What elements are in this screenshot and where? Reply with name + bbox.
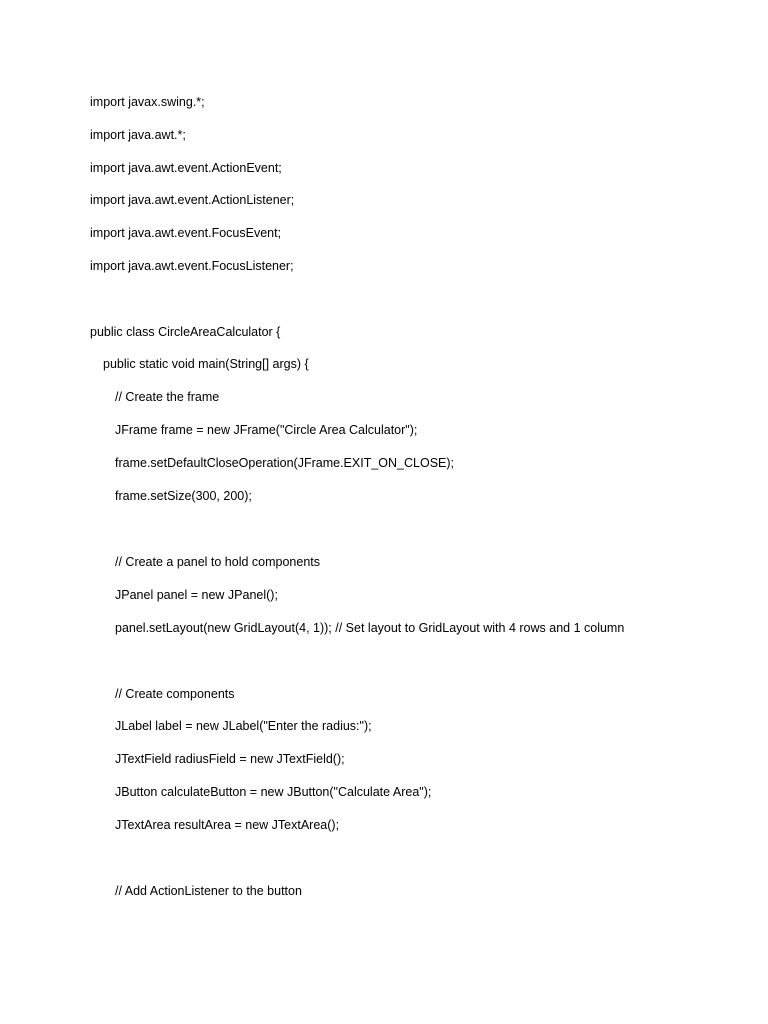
code-line: frame.setSize(300, 200);	[115, 489, 252, 503]
code-line: JTextArea resultArea = new JTextArea();	[115, 818, 340, 832]
code-line: import java.awt.event.FocusEvent;	[90, 226, 282, 240]
code-line: import java.awt.event.ActionEvent;	[90, 161, 282, 175]
code-comment: // Add ActionListener to the button	[115, 884, 302, 898]
code-line: JTextField radiusField = new JTextField();	[115, 752, 345, 766]
code-line: JFrame frame = new JFrame("Circle Area Calculator");	[115, 423, 418, 437]
code-line: import java.awt.*;	[90, 128, 186, 142]
code-line: import javax.swing.*;	[90, 95, 205, 109]
code-line: import java.awt.event.FocusListener;	[90, 259, 294, 273]
code-comment: // Create components	[115, 687, 235, 701]
code-line: JLabel label = new JLabel("Enter the radius:");	[115, 719, 372, 733]
code-comment: // Create a panel to hold components	[115, 555, 320, 569]
code-line: panel.setLayout(new GridLayout(4, 1)); // Set layout to GridLayout with 4 rows and 1 column	[115, 621, 625, 635]
code-line: JPanel panel = new JPanel();	[115, 588, 278, 602]
code-line: JButton calculateButton = new JButton("Calculate Area");	[115, 785, 432, 799]
code-line: public class CircleAreaCalculator {	[90, 325, 281, 339]
code-line: import java.awt.event.ActionListener;	[90, 193, 295, 207]
code-comment: // Create the frame	[115, 390, 220, 404]
code-line: public static void main(String[] args) {	[103, 357, 309, 371]
code-line: frame.setDefaultCloseOperation(JFrame.EXIT_ON_CLOSE);	[115, 456, 455, 470]
